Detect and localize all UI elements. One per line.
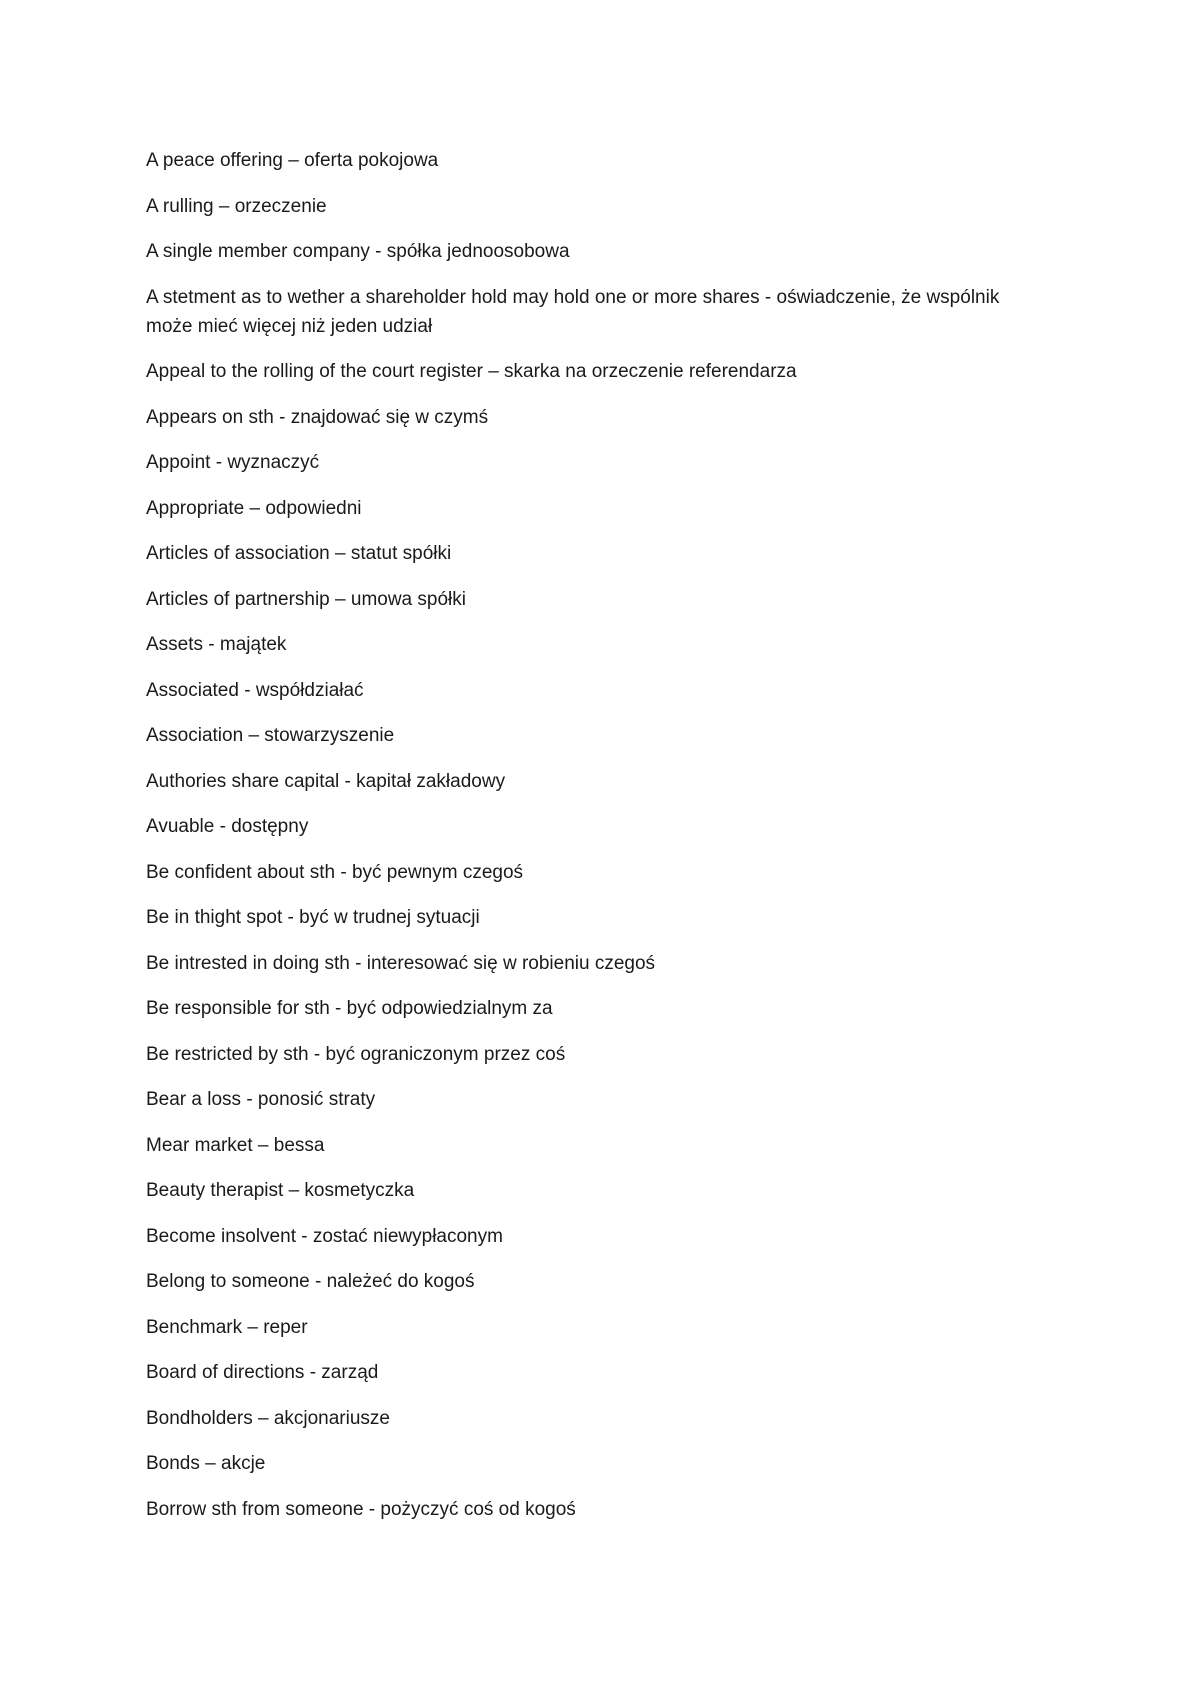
vocabulary-entry: Be in thight spot - być w trudnej sytuacji [146,907,480,928]
vocabulary-entry: Board of directions - zarząd [146,1362,379,1383]
vocabulary-entry: A rulling – orzeczenie [146,195,327,217]
vocabulary-entry: Bear a loss - ponosić straty [146,1089,376,1110]
vocabulary-list [146,146,1006,1540]
vocabulary-entry: Be confident about sth - być pewnym czegoś [146,861,524,883]
vocabulary-entry: Appears on sth - znajdować się w czymś [146,406,489,428]
vocabulary-entry: Avuable - dostępny [146,816,309,837]
vocabulary-entry: Be restricted by sth - być ograniczonym przez coś [146,1043,566,1065]
vocabulary-entry: Benchmark – reper [146,1316,308,1338]
vocabulary-entry: Belong to someone - należeć do kogoś [146,1271,475,1292]
vocabulary-entry: Associated - współdziałać [146,679,364,701]
vocabulary-entry: A peace offering – oferta pokojowa [146,150,439,171]
vocabulary-entry: Appeal to the rolling of the court register – skarka na orzeczenie referendarza [146,361,797,382]
vocabulary-entry: A stetment as to wether a shareholder hold may hold one or more shares - oświadczenie, że wspólnik może mieć więcej niż jeden udział [146,286,1000,337]
vocabulary-entry: Be intrested in doing sth - interesować się w robieniu czegoś [146,952,656,974]
vocabulary-entry: Articles of partnership – umowa spółki [146,588,466,610]
vocabulary-entry: Bondholders – akcjonariusze [146,1407,390,1429]
vocabulary-entry: Borrow sth from someone - pożyczyć coś od kogoś [146,1498,576,1520]
vocabulary-entry: Mear market – bessa [146,1134,325,1156]
vocabulary-entry: Appropriate – odpowiedni [146,497,362,519]
vocabulary-entry: Authories share capital - kapitał zakładowy [146,770,506,792]
vocabulary-entry: Become insolvent - zostać niewypłaconym [146,1225,503,1247]
vocabulary-entry: A single member company - spółka jednoosobowa [146,241,570,262]
vocabulary-entry: Be responsible for sth - być odpowiedzialnym za [146,998,553,1019]
vocabulary-entry: Articles of association – statut spółki [146,543,452,564]
vocabulary-entry: Appoint - wyznaczyć [146,452,320,473]
vocabulary-entry: Association – stowarzyszenie [146,725,395,746]
vocabulary-entry: Beauty therapist – kosmetyczka [146,1180,415,1201]
vocabulary-entry: Bonds – akcje [146,1453,266,1474]
vocabulary-entry: Assets - majątek [146,634,287,655]
